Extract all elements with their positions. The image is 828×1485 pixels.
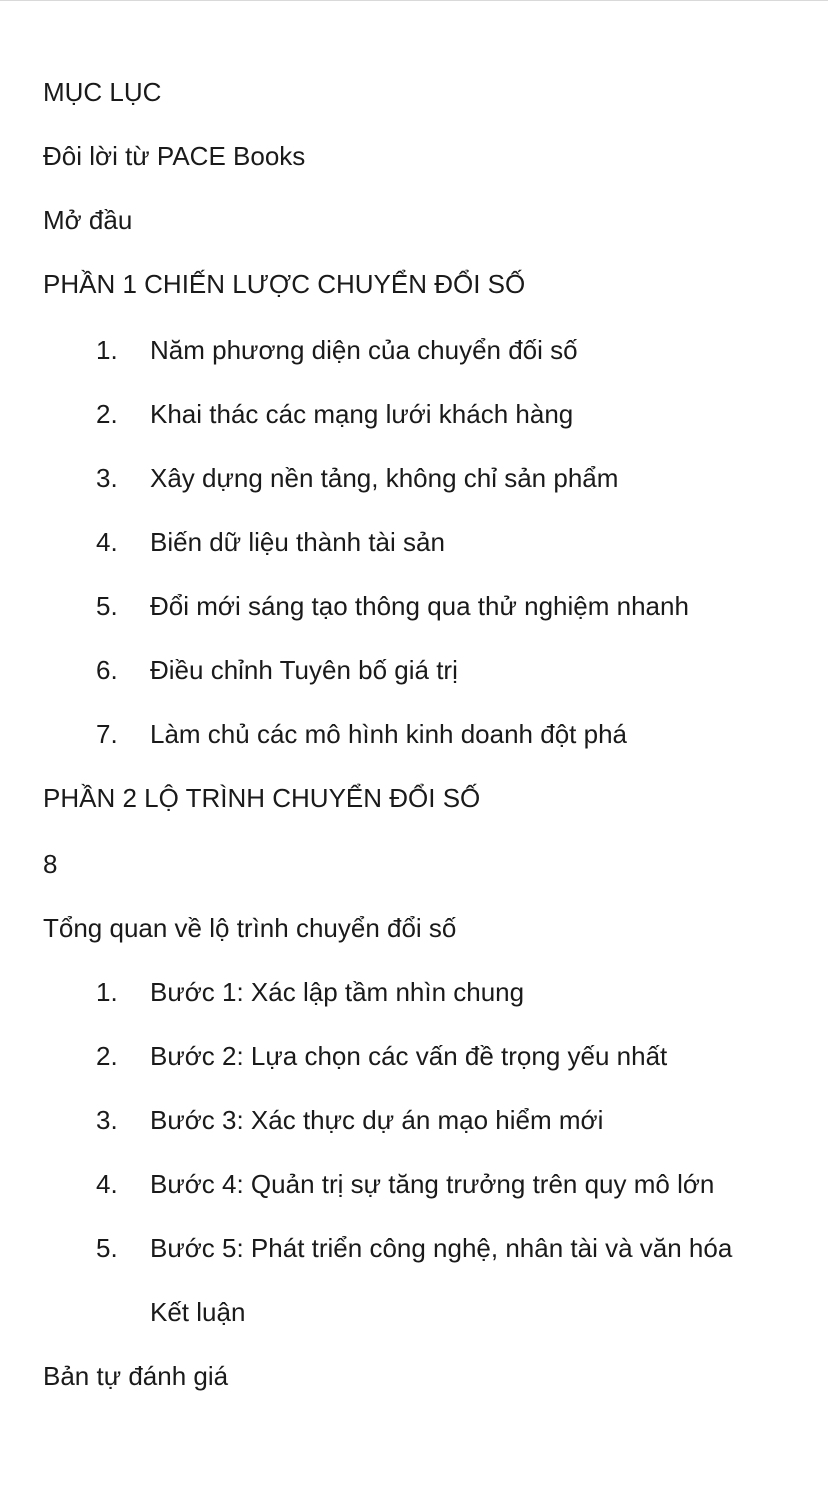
list-item-number: 3.	[96, 1105, 118, 1135]
toc-part1-item-2[interactable]: Khai thác các mạng lưới khách hàng	[150, 399, 574, 429]
list-item-number: 5.	[96, 591, 118, 621]
list-item-number: 7.	[96, 719, 118, 749]
list-item-number: 1.	[96, 335, 118, 365]
toc-part2-item-5[interactable]: Bước 5: Phát triển công nghệ, nhân tài và văn hóa	[150, 1233, 733, 1263]
toc-part2-item-3[interactable]: Bước 3: Xác thực dự án mạo hiểm mới	[150, 1105, 604, 1135]
toc-entry-self-assessment[interactable]: Bản tự đánh giá	[43, 1361, 229, 1391]
toc-entry-conclusion[interactable]: Kết luận	[150, 1297, 246, 1327]
toc-part1-item-3[interactable]: Xây dựng nền tảng, không chỉ sản phẩm	[150, 463, 619, 493]
toc-part1-item-6[interactable]: Điều chỉnh Tuyên bố giá trị	[150, 655, 458, 685]
toc-part1-title[interactable]: PHẦN 1 CHIẾN LƯỢC CHUYỂN ĐỔI SỐ	[43, 269, 526, 299]
toc-entry-foreword[interactable]: Đôi lời từ PACE Books	[43, 141, 306, 171]
list-item-number: 4.	[96, 1169, 118, 1199]
toc-part2-item-2[interactable]: Bước 2: Lựa chọn các vấn đề trọng yếu nhất	[150, 1041, 668, 1071]
toc-part1-item-1[interactable]: Năm phương diện của chuyển đối số	[150, 335, 578, 365]
list-item-number: 6.	[96, 655, 118, 685]
toc-entry-intro[interactable]: Mở đầu	[43, 205, 133, 235]
toc-part1-item-5[interactable]: Đổi mới sáng tạo thông qua thử nghiệm nhanh	[150, 591, 689, 621]
list-item-number: 2.	[96, 399, 118, 429]
toc-part2-item-1[interactable]: Bước 1: Xác lập tầm nhìn chung	[150, 977, 525, 1007]
top-divider	[0, 0, 828, 1]
toc-part1-item-7[interactable]: Làm chủ các mô hình kinh doanh đột phá	[150, 719, 627, 749]
toc-part2-item-4[interactable]: Bước 4: Quản trị sự tăng trưởng trên quy mô lớn	[150, 1169, 715, 1199]
toc-entry-overview[interactable]: Tổng quan về lộ trình chuyển đổi số	[43, 913, 457, 943]
list-item-number: 2.	[96, 1041, 118, 1071]
toc-heading: MỤC LỤC	[43, 77, 162, 107]
list-item-number: 1.	[96, 977, 118, 1007]
toc-part2-title[interactable]: PHẦN 2 LỘ TRÌNH CHUYỂN ĐỔI SỐ	[43, 783, 481, 813]
list-item-number: 3.	[96, 463, 118, 493]
toc-part1-item-4[interactable]: Biến dữ liệu thành tài sản	[150, 527, 445, 557]
list-item-number: 5.	[96, 1233, 118, 1263]
list-item-number: 4.	[96, 527, 118, 557]
page-marker: 8	[43, 849, 58, 879]
